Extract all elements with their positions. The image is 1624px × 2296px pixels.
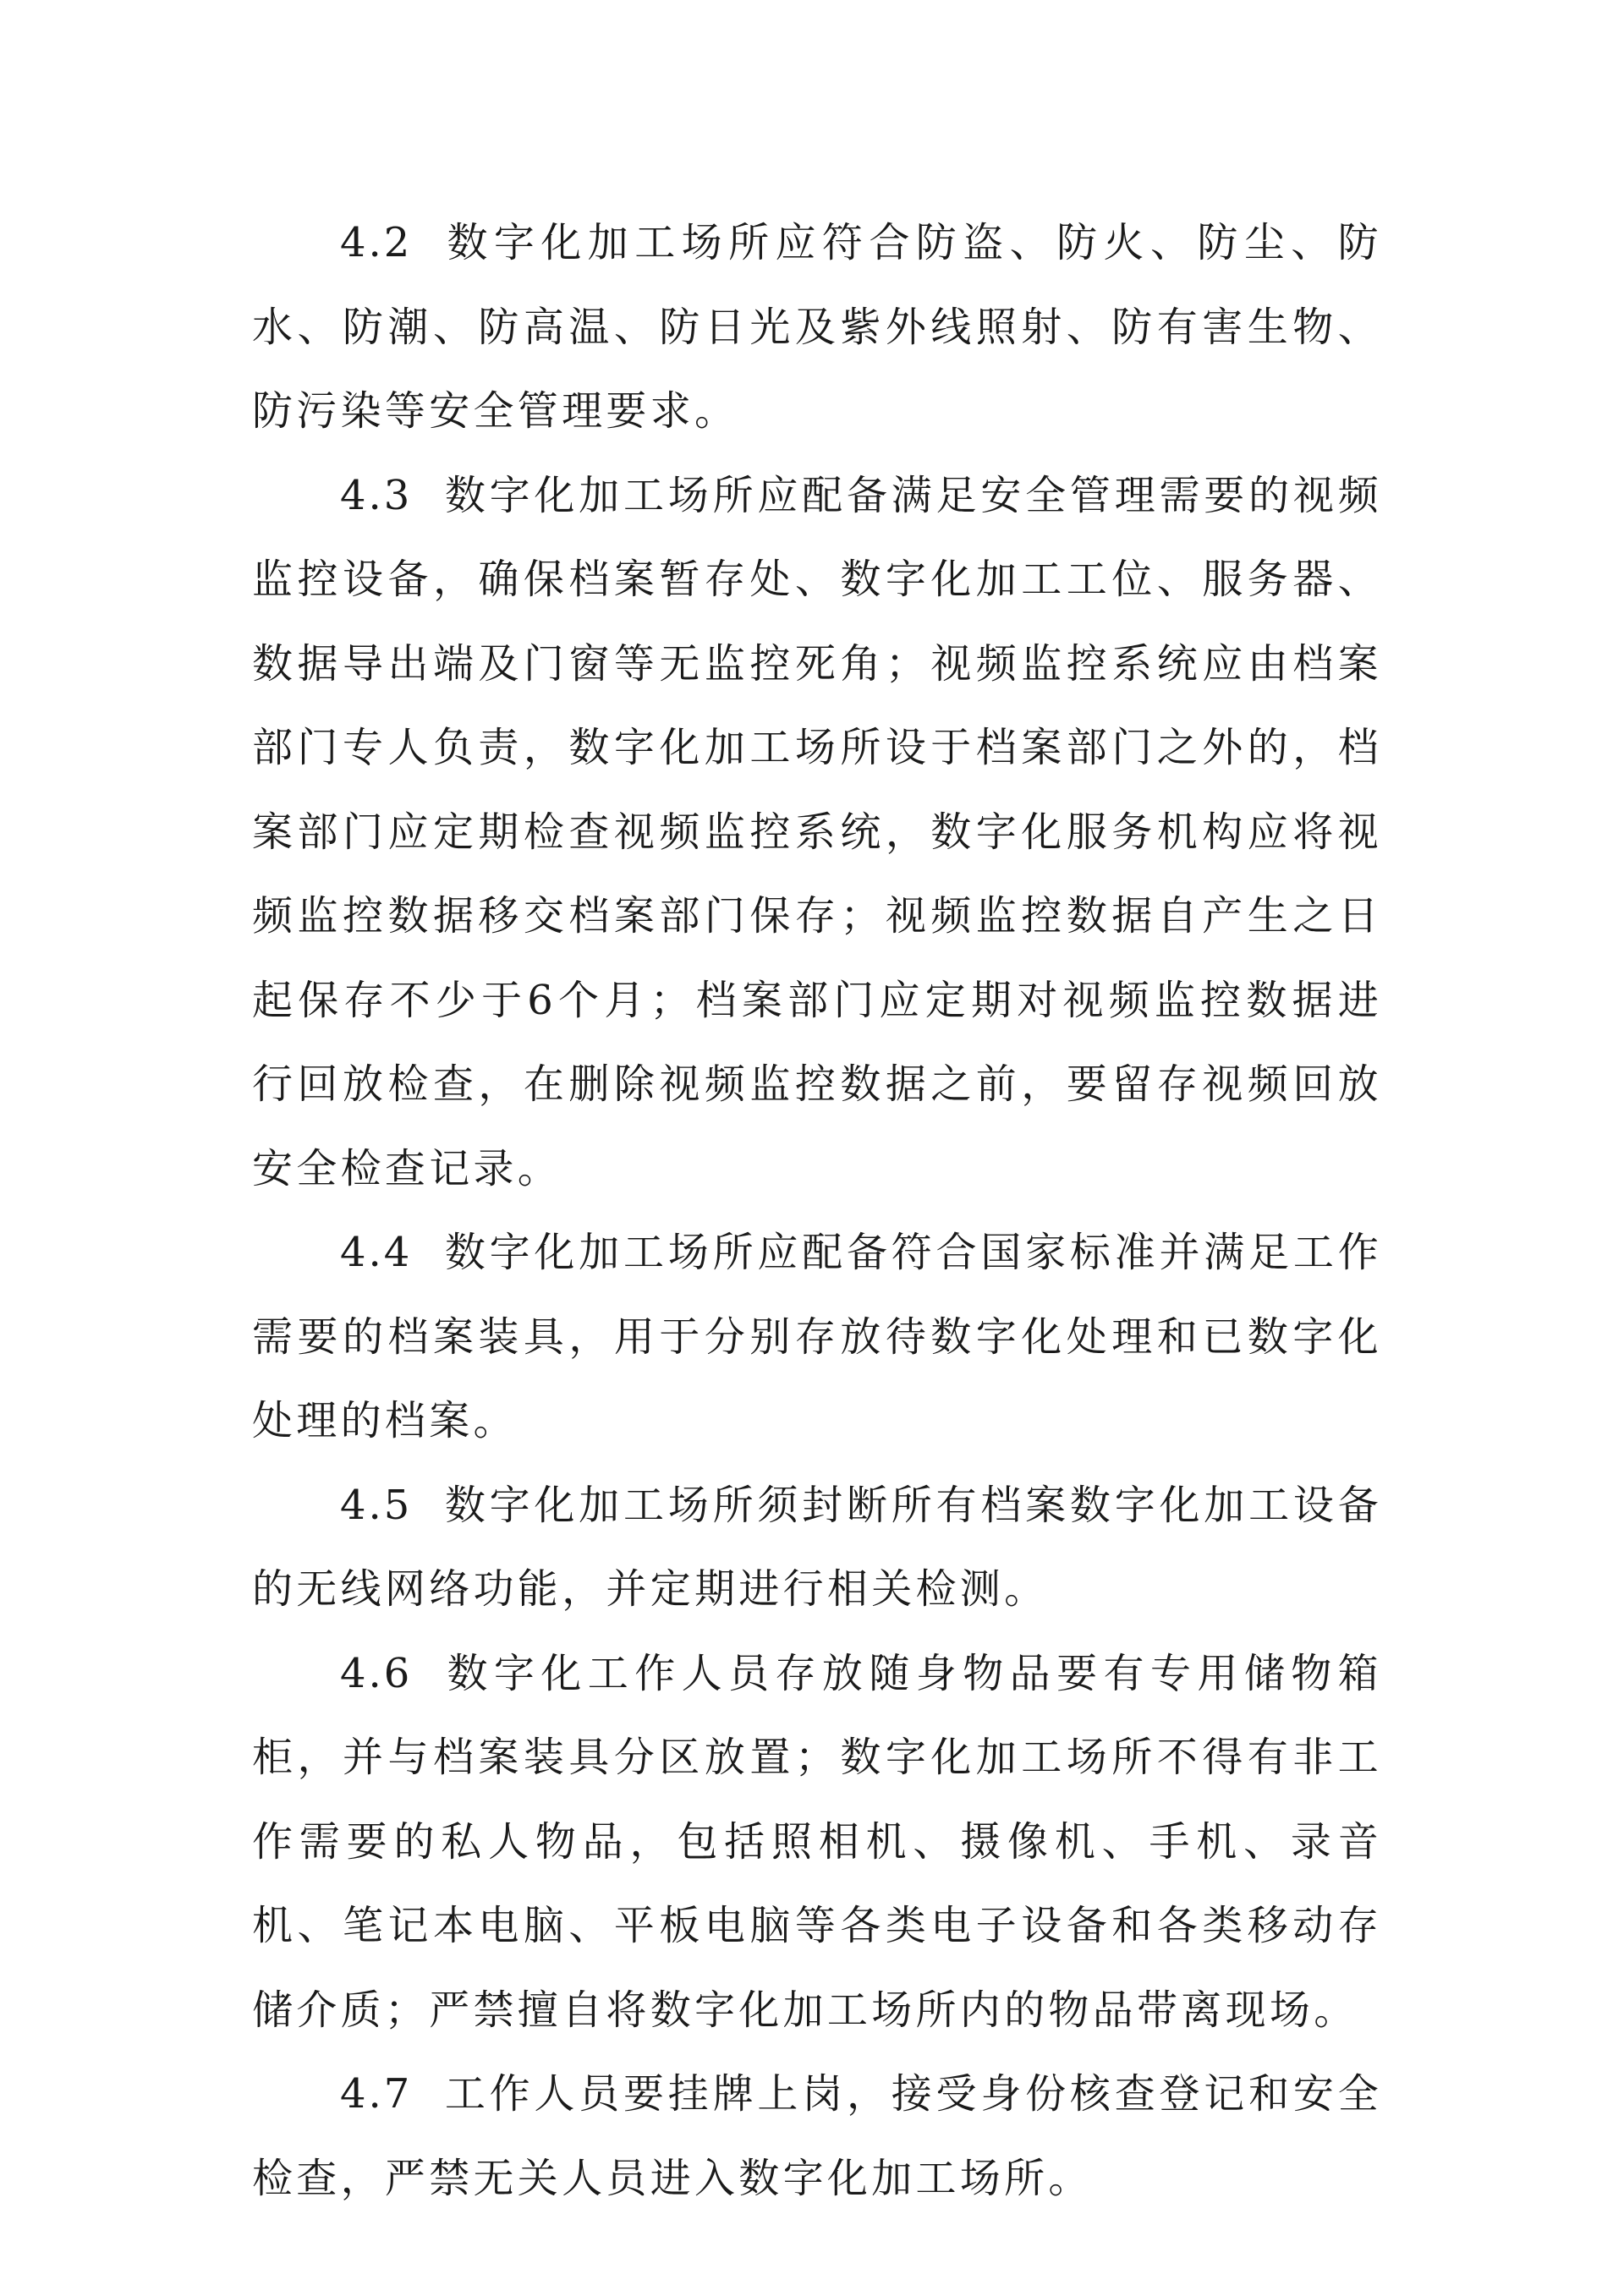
clause-number: 4.3 — [340, 471, 413, 519]
document-body — [252, 201, 1382, 2221]
clause-text: 数字化加工场所须封断所有档案数字化加工设备的无线网络功能，并定期进行相关检测。 — [252, 1481, 1382, 1613]
clause-number: 4.7 — [340, 2070, 413, 2118]
clause-text: 数字化工作人员存放随身物品要有专用储物箱柜，并与档案装具分区放置；数字化加工场所不得有非工作需要的私人物品，包括照相机、摄像机、手机、录音机、笔记本电脑、平板电脑等各类电子设备和各类移动存储介质；严禁擅自将数字化加工场所内的物品带离现场。 — [252, 1649, 1382, 2034]
clause-number: 4.4 — [340, 1229, 413, 1276]
clause-4-7 — [252, 2052, 1382, 2221]
clause-4-5 — [252, 1464, 1382, 1632]
clause-number: 4.5 — [340, 1481, 413, 1529]
clause-4-4 — [252, 1211, 1382, 1464]
clause-4-2 — [252, 201, 1382, 454]
clause-number: 4.6 — [340, 1649, 413, 1697]
clause-text: 工作人员要挂牌上岗，接受身份核查登记和安全检查，严禁无关人员进入数字化加工场所。 — [252, 2070, 1382, 2202]
clause-text: 数字化加工场所应符合防盗、防火、防尘、防水、防潮、防高温、防日光及紫外线照射、防有害生物、防污染等安全管理要求。 — [252, 219, 1382, 435]
clause-text: 数字化加工场所应配备符合国家标准并满足工作需要的档案装具，用于分别存放待数字化处理和已数字化处理的档案。 — [252, 1229, 1382, 1444]
clause-number: 4.2 — [340, 219, 413, 266]
clause-4-6 — [252, 1632, 1382, 2053]
clause-text: 数字化加工场所应配备满足安全管理需要的视频监控设备，确保档案暂存处、数字化加工工位、服务器、数据导出端及门窗等无监控死角；视频监控系统应由档案部门专人负责，数字化加工场所设于档案部门之外的，档案部门应定期检查视频监控系统，数字化服务机构应将视频监控数据移交档案部门保存；视频监控数据自产生之日起保存不少于6个月；档案部门应定期对视频监控数据进行回放检查，在删除视频监控数据之前，要留存视频回放安全检查记录。 — [252, 471, 1382, 1192]
clause-4-3 — [252, 454, 1382, 1212]
